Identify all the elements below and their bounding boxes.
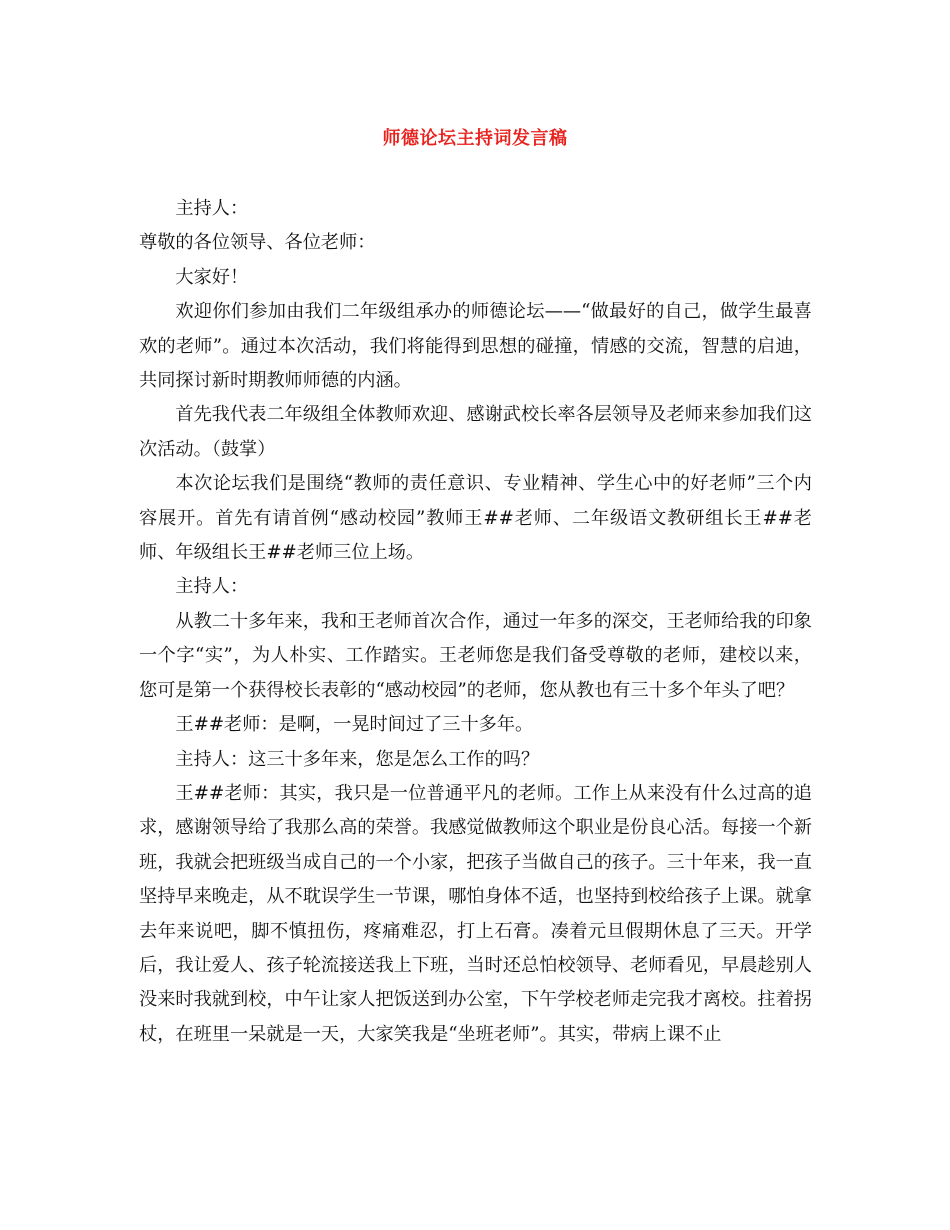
paragraph-topics: 本次论坛我们是围绕“教师的责任意识、专业精神、学生心中的好老师”三个内容展开。首先有请首例“感动校园”教师王##老师、二年级语文教研组长王##老师、年级组长王##老师三位上场。 [139,473,812,564]
paragraph-welcome: 欢迎你们参加由我们二年级组承办的师德论坛——“做最好的自己，做学生最喜欢的老师”。通过本次活动，我们将能得到思想的碰撞，情感的交流，智慧的启迪，共同探讨新时期教师师德的内涵。 [139,301,812,392]
paragraph-thanks: 首先我代表二年级组全体教师欢迎、感谢武校长率各层领导及老师来参加我们这次活动。（鼓掌） [139,404,812,460]
paragraph-host-question: 主持人：这三十多年来，您是怎么工作的吗？ [175,748,540,770]
paragraph-salutation: 尊敬的各位领导、各位老师： [139,232,376,254]
paragraph-greeting: 大家好！ [175,266,249,288]
document-title: 师德论坛主持词发言稿 [382,128,568,149]
document-body [139,192,812,1052]
paragraph-teacher-answer: 王##老师：其实，我只是一位普通平凡的老师。工作上从来没有什么过高的追求，感谢领导给了我那么高的荣誉。我感觉做教师这个职业是份良心活。每接一个新班，我就会把班级当成自己的一个小家，把孩子当做自己的孩子。三十年来，我一直坚持早来晚走，从不耽误学生一节课，哪怕身体不适，也坚持到校给孩子上课。就拿去年来说吧，脚不慎扭伤，疼痛难忍，打上石膏。凑着元旦假期休息了三天。开学后，我让爱人、孩子轮流接送我上下班，当时还总怕校领导、老师看见，早晨趁别人没来时我就到校，中午让家人把饭送到办公室，下午学校老师走完我才离校。拄着拐杖，在班里一呆就是一天，大家笑我是“坐班老师”。其实，带病上课不止 [139,782,812,1045]
paragraph-host-label-2: 主持人： [175,576,249,598]
paragraph-host-label: 主持人： [175,198,249,219]
paragraph-teacher-reply: 王##老师：是啊，一晃时间过了三十多年。 [175,714,534,736]
paragraph-host-intro: 从教二十多年来，我和王老师首次合作，通过一年多的深交，王老师给我的印象一个字“实”，为人朴实、工作踏实。王老师您是我们备受尊敬的老师，建校以来，您可是第一个获得校长表彰的“感动校园”的老师，您从教也有三十多个年头了吧？ [139,610,812,701]
